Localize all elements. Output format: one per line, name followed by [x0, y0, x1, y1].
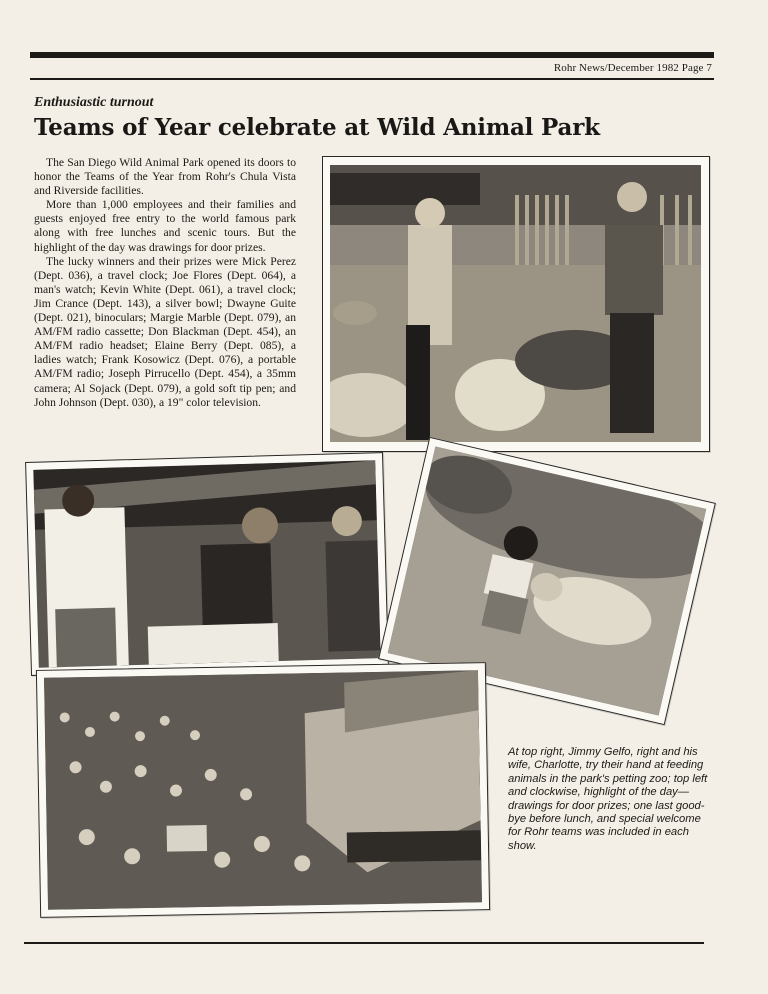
article-paragraph: The lucky winners and their prizes were Mick Perez (Dept. 036), a travel clock; Joe Flores (Dept. 064), a man's watch; Kevin White (Dept. 061), a travel clock; Jim Crance (Dept. 143), a silver bowl; Dwayne Guite (Dept. 021), binoculars; Margie Marble (Dept. 079), an AM/FM radio cassette; Don Blackman (Dept. 454), an AM/FM radio headset; Elaine Berry (Dept. 085), a ladies watch; Frank Kosowicz (Dept. 076), a portable AM/FM radio; Joseph Pirrucello (Dept. 454), a 35mm camera; Al Sojack (Dept. 079), a gold soft tip pen; and John Johnson (Dept. 030), a 19" color television. [34, 254, 296, 409]
kicker: Enthusiastic turnout [34, 95, 154, 110]
article-paragraph: More than 1,000 employees and their families and guests enjoyed free entry to the world famous park along with free lunches and scenic tours. But the highlight of the day was drawings for door prizes. [34, 198, 296, 254]
top-thick-rule [30, 52, 714, 58]
photo-petting-zoo [322, 156, 710, 452]
photo-door-prize-drawing [25, 452, 389, 676]
petting-zoo-image [330, 165, 701, 442]
headline: Teams of Year celebrate at Wild Animal Park [34, 114, 600, 141]
page-folio: Rohr News/December 1982 Page 7 [553, 62, 712, 74]
article-body [34, 156, 296, 410]
amphitheater-image [44, 670, 482, 910]
photo-amphitheater-show [36, 662, 490, 918]
top-thin-rule [30, 78, 714, 80]
door-prize-image [33, 460, 380, 667]
photo-caption: At top right, Jimmy Gelfo, right and his wife, Charlotte, try their hand at feeding animals in the park's petting zoo; top left and clockwise, highlight of the day—drawings for door prizes; one last good-bye before lunch, and special welcome for Rohr teams was included in each show. [508, 746, 708, 852]
bottom-rule [24, 942, 704, 944]
article-paragraph: The San Diego Wild Animal Park opened its doors to honor the Teams of the Year from Rohr's Chula Vista and Riverside facilities. [34, 156, 296, 198]
